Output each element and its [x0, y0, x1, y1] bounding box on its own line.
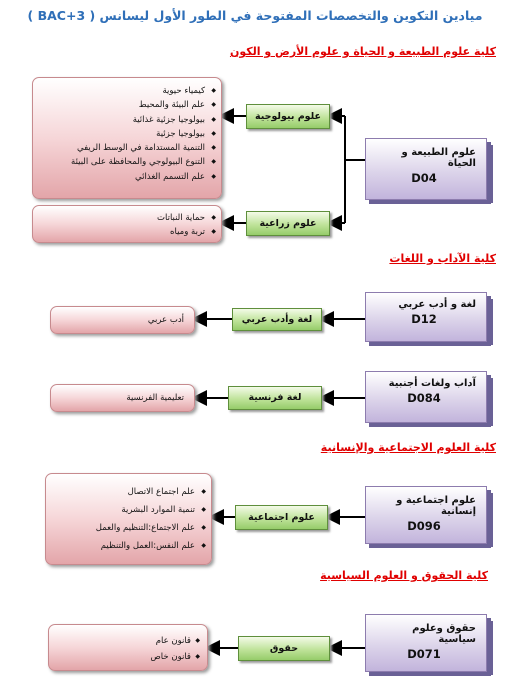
field-name: حقوق وعلوم سياسية	[412, 623, 476, 645]
specialty-biology: علوم بيولوجية	[246, 104, 330, 129]
field-name: علوم الطبيعة و الحياة	[401, 147, 476, 169]
list-item: ◆ علم الاجتماع:التنظيم والعمل	[46, 519, 195, 537]
field-code: D04	[411, 171, 437, 185]
specialty-agriculture: علوم زراعية	[246, 211, 330, 236]
subspecialty-french	[50, 384, 195, 412]
section-heading-law: كلية الحقوق و العلوم السياسية	[320, 569, 488, 582]
list-item: ◆ كيمياء حيوية	[33, 84, 205, 98]
field-name: آداب ولغات أجنبية	[388, 378, 476, 389]
list-item: ◆ قانون عام	[49, 633, 191, 649]
section-heading-letters-languages: كلية الآداب و اللغات	[389, 252, 496, 265]
field-code: D096	[407, 519, 441, 533]
subspecialty-list-agriculture	[32, 205, 222, 243]
list-item: ◆ التنوع البيولوجي والمحافظة على البيئة	[33, 155, 205, 169]
list-item: ◆ علم البيئة والمحيط	[33, 98, 205, 112]
specialty-social: علوم اجتماعية	[235, 505, 328, 530]
list-item: ◆ علم التسمم الغذائي	[33, 170, 205, 184]
list-item: ◆ تربة ومياه	[33, 225, 205, 239]
field-box-foreign-languages	[365, 371, 487, 423]
list-item: ◆ حماية النباتات	[33, 211, 205, 225]
list-item: ◆ بيولوجيا جزئية	[33, 127, 205, 141]
list-item: ◆ تنمية الموارد البشرية	[46, 501, 195, 519]
section-heading-natural-sciences: كلية علوم الطبيعة و الحياة و علوم الأرض و الكون	[229, 45, 496, 58]
field-box-law	[365, 614, 487, 672]
list-item: تعليمية الفرنسية	[126, 393, 184, 403]
list-item: ◆ علم النفس:العمل والتنظيم	[46, 537, 195, 555]
subspecialty-list-law	[48, 624, 208, 671]
field-box-natural-life	[365, 138, 487, 200]
list-item: أدب عربي	[147, 315, 184, 325]
field-name: لغة و أدب عربي	[398, 299, 476, 310]
field-code: D12	[411, 312, 437, 326]
field-name: علوم اجتماعية و إنسانية	[396, 495, 476, 517]
field-box-arabic	[365, 292, 487, 342]
specialty-french: لغة فرنسية	[228, 386, 322, 410]
specialty-arabic: لغة وأدب عربي	[232, 308, 322, 331]
subspecialty-list-biology	[32, 77, 222, 199]
field-box-social-human	[365, 486, 487, 544]
list-item: ◆ بيولوجيا جزئية غذائية	[33, 113, 205, 127]
section-heading-social-sciences: كلية العلوم الاجتماعية والإنسانية	[320, 441, 496, 454]
field-code: D071	[407, 647, 441, 661]
specialty-law: حقوق	[238, 636, 330, 661]
subspecialty-arabic	[50, 306, 195, 334]
list-item: ◆ قانون خاص	[49, 649, 191, 665]
page-title: ميادين التكوين والتخصصات المفتوحة في الطور الأول ليسانس ( BAC+3 )	[27, 8, 483, 23]
list-item: ◆ التنمية المستدامة في الوسط الريفي	[33, 141, 205, 155]
list-item: ◆ علم اجتماع الاتصال	[46, 483, 195, 501]
field-code: D084	[407, 391, 441, 405]
subspecialty-list-social	[45, 473, 212, 565]
